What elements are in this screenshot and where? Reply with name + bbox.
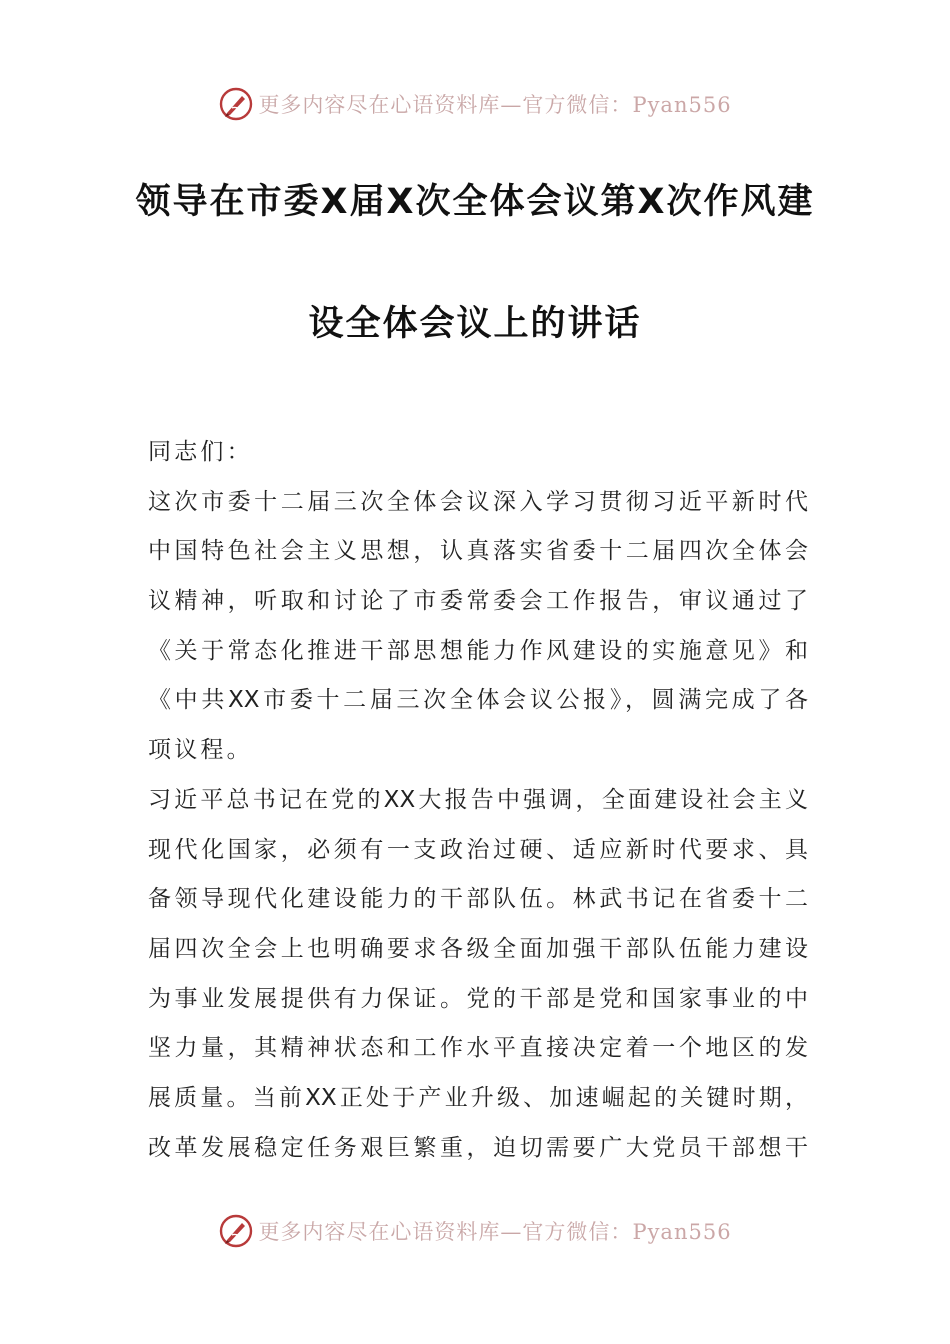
body-line: 《关于常态化推进干部思想能力作风建设的实施意见》和 [148, 637, 808, 664]
body-line: 备领导现代化建设能力的干部队伍。林武书记在省委十二 [148, 886, 808, 913]
watermark-wechat-id: Pyan556 [632, 93, 732, 117]
body-line: 议精神，听取和讨论了市委常委会工作报告，审议通过了 [148, 588, 808, 615]
body-line: 中国特色社会主义思想，认真落实省委十二届四次全体会 [148, 538, 808, 565]
watermark-label: 更多内容尽在心语资料库—官方微信： [258, 93, 633, 117]
body-line: 坚力量，其精神状态和工作水平直接决定着一个地区的发 [148, 1035, 808, 1062]
watermark-banner-top [0, 84, 950, 124]
watermark-text [258, 1216, 731, 1246]
document-title-line-1: 领导在市委X届X次全体会议第X次作风建 [135, 182, 815, 222]
watermark-wechat-id: Pyan556 [632, 1220, 732, 1244]
body-line: 《中共XX市委十二届三次全体会议公报》，圆满完成了各 [148, 687, 808, 714]
body-line: 这次市委十二届三次全体会议深入学习贯彻习近平新时代 [148, 488, 808, 515]
body-line: 项议程。 [148, 737, 253, 764]
body-line: 习近平总书记在党的XX大报告中强调，全面建设社会主义 [148, 786, 808, 813]
pen-circle-logo-icon [218, 1213, 254, 1249]
body-line: 改革发展稳定任务艰巨繁重，迫切需要广大党员干部想干 [148, 1134, 808, 1161]
document-title-line-2: 设全体会议上的讲话 [308, 304, 642, 344]
document-body [148, 428, 808, 1173]
body-line: 展质量。当前XX正处于产业升级、加速崛起的关键时期， [148, 1084, 808, 1111]
body-line: 现代化国家，必须有一支政治过硬、适应新时代要求、具 [148, 836, 808, 863]
salutation: 同志们： [148, 439, 253, 465]
body-line: 届四次全会上也明确要求各级全面加强干部队伍能力建设 [148, 935, 808, 962]
watermark-text [258, 89, 731, 119]
pen-circle-logo-icon [218, 86, 254, 122]
watermark-banner-bottom [0, 1211, 950, 1251]
watermark-label: 更多内容尽在心语资料库—官方微信： [258, 1220, 633, 1244]
body-line: 为事业发展提供有力保证。党的干部是党和国家事业的中 [148, 985, 808, 1012]
